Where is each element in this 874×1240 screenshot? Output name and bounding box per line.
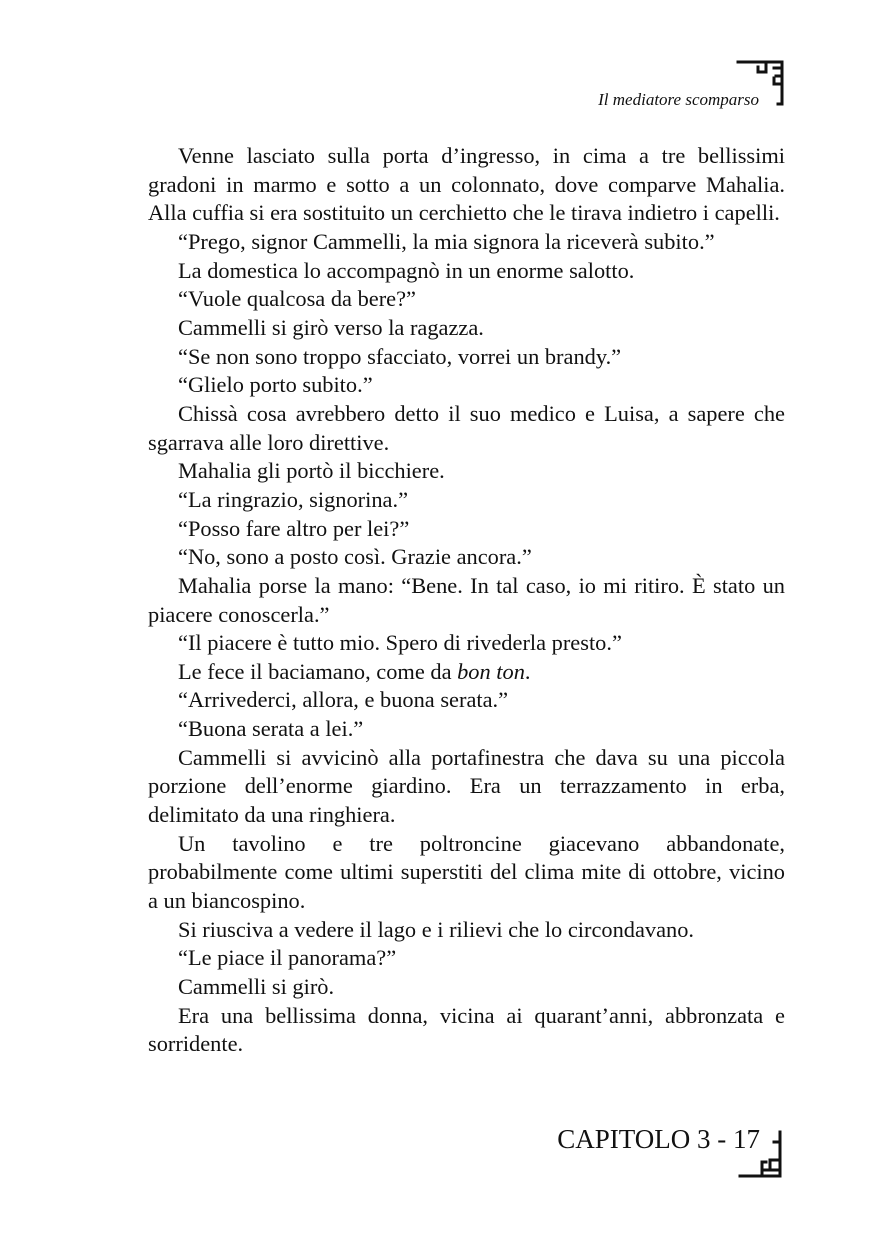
paragraph <box>148 658 785 687</box>
paragraph: “Il piacere è tutto mio. Spero di rivederla presto.” <box>178 630 622 656</box>
paragraph: Cammelli si girò verso la ragazza. <box>178 314 484 340</box>
paragraph: “Buona serata a lei.” <box>178 716 364 742</box>
paragraph-text: Le fece il baciamano, come da <box>178 658 458 684</box>
paragraph: “Prego, signor Cammelli, la mia signora la riceverà subito.” <box>178 228 715 254</box>
paragraph: “Glielo porto subito.” <box>178 372 373 398</box>
paragraph: “La ringrazio, signorina.” <box>178 486 409 512</box>
paragraph: “Arrivederci, allora, e buona serata.” <box>178 687 509 713</box>
paragraph: “Se non sono troppo sfacciato, vorrei un brandy.” <box>178 343 622 369</box>
paragraph: Venne lasciato sulla porta d’ingresso, in cima a tre bellissimi gradoni in marmo e sotto a un colonnato, dove comparve Mahalia. Alla cuffia si era sostituito un cerchietto che le tirava indietro i capelli. <box>148 143 785 226</box>
italic-phrase: bon ton <box>457 658 525 684</box>
paragraph: “Posso fare altro per lei?” <box>178 515 410 541</box>
chapter-page-folio: CAPITOLO 3 - 17 <box>557 1124 760 1154</box>
paragraph: Si riusciva a vedere il lago e i rilievi che lo circondavano. <box>178 916 695 942</box>
paragraph: “No, sono a posto così. Grazie ancora.” <box>178 544 532 570</box>
running-header-title: Il mediatore scomparso <box>598 90 759 109</box>
paragraph: Era una bellissima donna, vicina ai quarant’anni, abbronzata e sorridente. <box>148 1002 785 1057</box>
body-text <box>148 142 785 1059</box>
paragraph-text: . <box>524 658 531 684</box>
paragraph: “Vuole qualcosa da bere?” <box>178 286 416 312</box>
paragraph: Mahalia gli portò il bicchiere. <box>178 458 445 484</box>
paragraph: Un tavolino e tre poltroncine giacevano abbandonate, probabilmente come ultimi superstiti del clima mite di ottobre, vicino a un biancospino. <box>148 830 785 914</box>
paragraph: Cammelli si avvicinò alla portafinestra che dava su una piccola porzione dell’enorme giardino. Era un terrazzamento in erba, delimitato da una ringhiera. <box>148 744 785 828</box>
greek-key-corner-icon <box>736 1130 786 1180</box>
paragraph: Cammelli si girò. <box>178 974 335 1000</box>
paragraph: La domestica lo accompagnò in un enorme salotto. <box>178 257 635 283</box>
paragraph: Chissà cosa avrebbero detto il suo medico e Luisa, a sapere che sgarrava alle loro direttive. <box>148 400 785 455</box>
paragraph: Mahalia porse la mano: “Bene. In tal caso, io mi ritiro. È stato un piacere conoscerla.” <box>148 572 785 627</box>
paragraph: “Le piace il panorama?” <box>178 945 397 971</box>
